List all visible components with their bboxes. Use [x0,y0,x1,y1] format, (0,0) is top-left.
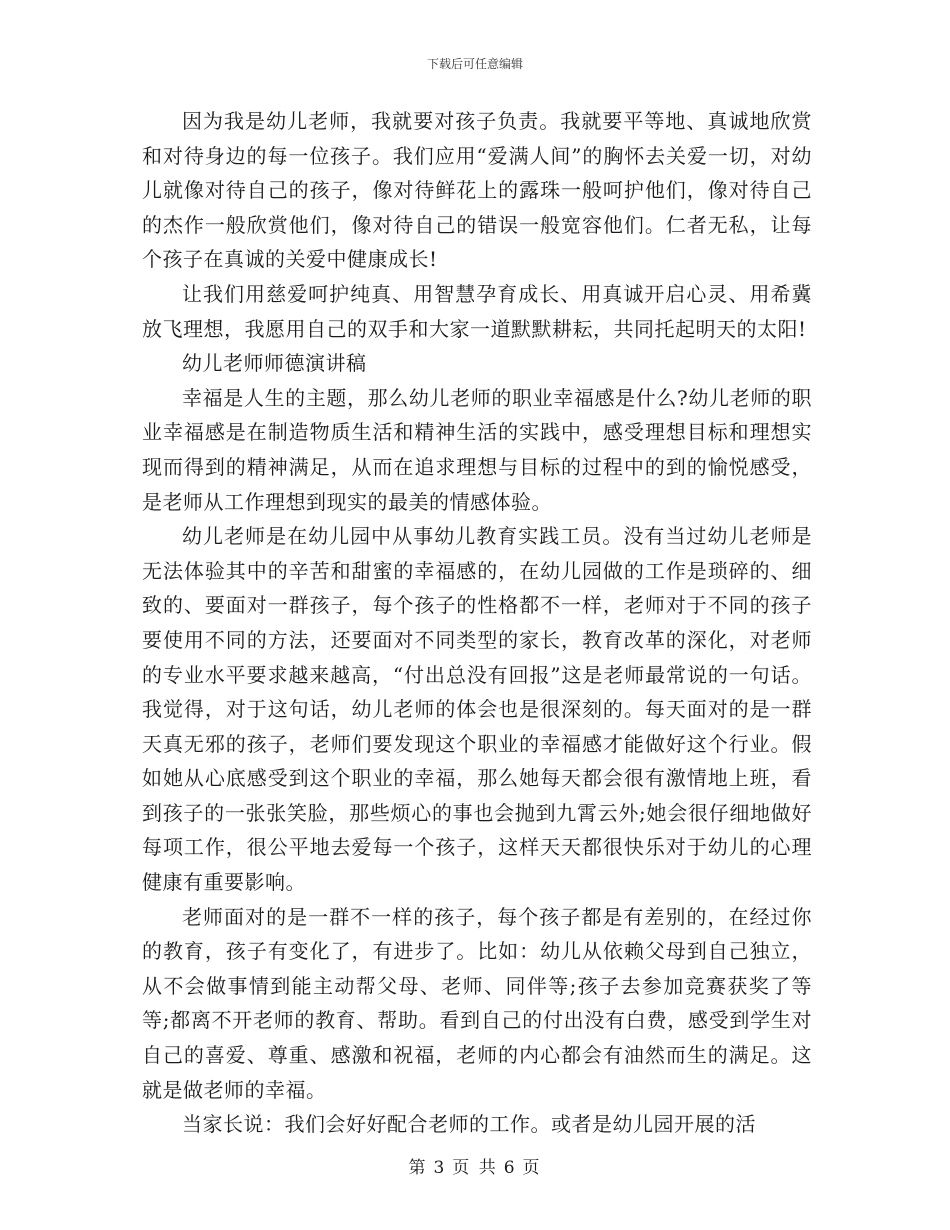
total-pages: 6 [503,1158,517,1178]
paragraph: 当家长说：我们会好好配合老师的工作。或者是幼儿园开展的活 [182,1112,756,1137]
paragraph: 因为我是幼儿老师，我就要对孩子负责。我就要平等地、真诚地欣赏和对待身边的每一位孩子。我们应用“爱满人间”的胸怀去关爱一切，对幼儿就像对待自己的孩子，像对待鲜花上的露珠一般呵护他们，像对待自己的杰作一般欣赏他们，像对待自己的错误一般宽容他们。仁者无私，让每个孩子在真诚的关爱中健康成长! [142,109,812,272]
page-header: 下载后可任意编辑 [426,57,523,71]
footer-prefix: 第 [408,1158,428,1178]
footer-suffix: 页 [522,1158,542,1178]
page-number: 3 [433,1158,447,1178]
footer-middle: 页 共 [452,1158,498,1178]
paragraph: 老师面对的是一群不一样的孩子，每个孩子都是有差别的，在经过你的教育，孩子有变化了，有进步了。比如：幼儿从依赖父母到自己独立，从不会做事情到能主动帮父母、老师、同伴等;孩子去参加竞赛获奖了等等;都离不开老师的教育、帮助。看到自己的付出没有白费，感受到学生对自己的喜爱、尊重、感激和祝福，老师的内心都会有油然而生的满足。这就是做老师的幸福。 [142,904,812,1102]
section-title: 幼儿老师师德演讲稿 [182,351,367,376]
document-body [142,104,812,1142]
paragraph: 幸福是人生的主题，那么幼儿老师的职业幸福感是什么?幼儿老师的职业幸福感是在制造物质生活和精神生活的实践中，感受理想目标和理想实现而得到的精神满足，从而在追求理想与目标的过程中的到的愉悦感受，是老师从工作理想到现实的最美的情感体验。 [142,385,812,514]
paragraph: 让我们用慈爱呵护纯真、用智慧孕育成长、用真诚开启心灵、用希冀放飞理想，我愿用自己的双手和大家一道默默耕耘，共同托起明天的太阳! [142,281,812,341]
paragraph: 幼儿老师是在幼儿园中从事幼儿教育实践工员。没有当过幼儿老师是无法体验其中的辛苦和甜蜜的幸福感的，在幼儿园做的工作是琐碎的、细致的、要面对一群孩子，每个孩子的性格都不一样，老师对于不同的孩子要使用不同的方法，还要面对不同类型的家长，教育改革的深化，对老师的专业水平要求越来越高，“付出总没有回报”这是老师最常说的一句话。我觉得，对于这句话，幼儿老师的体会也是很深刻的。每天面对的是一群天真无邪的孩子，老师们要发现这个职业的幸福感才能做好这个行业。假如她从心底感受到这个职业的幸福，那么她每天都会很有激情地上班，看到孩子的一张张笑脸，那些烦心的事也会抛到九霄云外;她会很仔细地做好每项工作，很公平地去爱每一个孩子，这样天天都很快乐对于幼儿的心理健康有重要影响。 [142,524,812,895]
page-footer [0,1153,950,1178]
